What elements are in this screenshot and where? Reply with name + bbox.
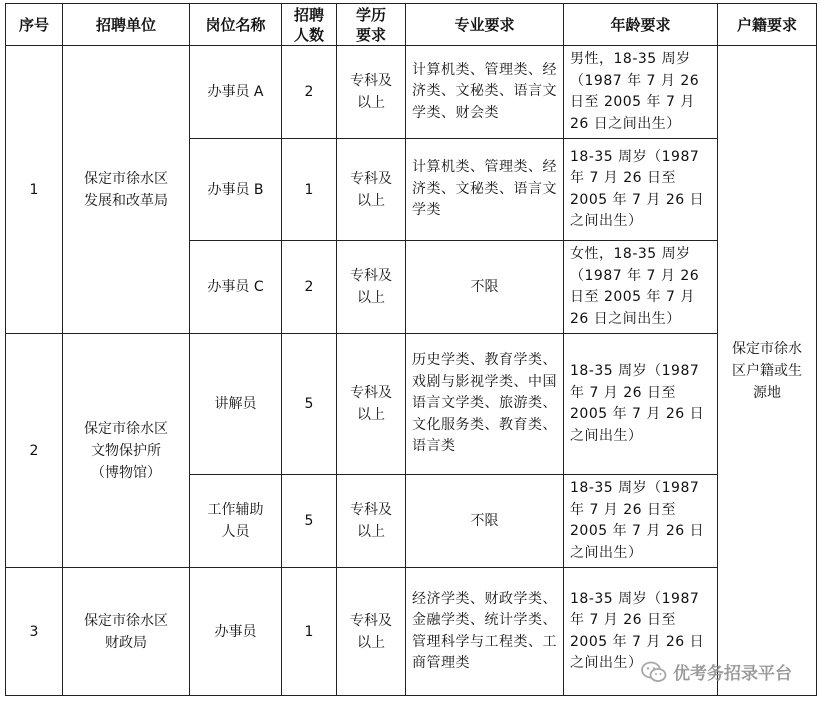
major-cell: 历史学类、教育学类、戏剧与影视学类、中国语言文学类、旅游类、文化服务类、教育类、语言类 bbox=[406, 334, 564, 475]
header-count: 招聘 人数 bbox=[282, 4, 337, 46]
wechat-icon bbox=[641, 661, 667, 683]
header-education: 学历 要求 bbox=[337, 4, 406, 46]
table-row bbox=[6, 46, 817, 139]
header-seq: 序号 bbox=[6, 4, 63, 46]
table-row bbox=[6, 334, 817, 475]
education-cell: 专科及 以上 bbox=[337, 139, 406, 241]
age-cell: 18-35 周岁（1987 年 7 月 26 日至 2005 年 7 月 26 日之间出生） bbox=[564, 334, 718, 475]
residence-cell: 保定市徐水区户籍或生源地 bbox=[718, 46, 817, 696]
header-row bbox=[6, 4, 817, 46]
position-cell: 办事员 B bbox=[190, 139, 282, 241]
age-cell: 女性，18-35 周岁（1987 年 7 月 26 日至 2005 年 7 月 26 日之间出生） bbox=[564, 241, 718, 334]
header-age: 年龄要求 bbox=[564, 4, 718, 46]
unit-cell: 保定市徐水区 发展和改革局 bbox=[63, 46, 190, 334]
major-cell: 经济学类、财政学类、金融学类、统计学类、管理科学与工程类、工商管理类 bbox=[406, 568, 564, 696]
count-cell: 2 bbox=[282, 241, 337, 334]
age-cell: 18-35 周岁（1987 年 7 月 26 日至 2005 年 7 月 26 日之间出生） bbox=[564, 139, 718, 241]
recruitment-table bbox=[5, 3, 817, 696]
age-cell: 18-35 周岁（1987 年 7 月 26 日至 2005 年 7 月 26 日之间出生） bbox=[564, 475, 718, 568]
age-cell: 男性，18-35 周岁（1987 年 7 月 26 日至 2005 年 7 月 26 日之间出生） bbox=[564, 46, 718, 139]
education-cell: 专科及 以上 bbox=[337, 46, 406, 139]
watermark bbox=[641, 659, 792, 684]
seq-cell: 2 bbox=[6, 334, 63, 568]
count-cell: 5 bbox=[282, 475, 337, 568]
position-cell: 办事员 A bbox=[190, 46, 282, 139]
unit-cell: 保定市徐水区 文物保护所 （博物馆） bbox=[63, 334, 190, 568]
major-cell: 计算机类、管理类、经济类、文秘类、语言文学类、财会类 bbox=[406, 46, 564, 139]
age-cell: 18-35 周岁（1987 年 7 月 26 日至 2005 年 7 月 26 日之间出生） bbox=[564, 568, 718, 696]
count-cell: 5 bbox=[282, 334, 337, 475]
major-cell: 不限 bbox=[406, 475, 564, 568]
watermark-text: 优考务招录平台 bbox=[673, 664, 792, 684]
header-major: 专业要求 bbox=[406, 4, 564, 46]
count-cell: 1 bbox=[282, 568, 337, 696]
education-cell: 专科及 以上 bbox=[337, 475, 406, 568]
major-cell: 不限 bbox=[406, 241, 564, 334]
count-cell: 1 bbox=[282, 139, 337, 241]
education-cell: 专科及 以上 bbox=[337, 241, 406, 334]
header-position: 岗位名称 bbox=[190, 4, 282, 46]
position-cell: 办事员 bbox=[190, 568, 282, 696]
unit-cell: 保定市徐水区 财政局 bbox=[63, 568, 190, 696]
header-residence: 户籍要求 bbox=[718, 4, 817, 46]
position-cell: 讲解员 bbox=[190, 334, 282, 475]
seq-cell: 1 bbox=[6, 46, 63, 334]
position-cell: 办事员 C bbox=[190, 241, 282, 334]
major-cell: 计算机类、管理类、经济类、文秘类、语言文学类 bbox=[406, 139, 564, 241]
education-cell: 专科及 以上 bbox=[337, 334, 406, 475]
header-unit: 招聘单位 bbox=[63, 4, 190, 46]
education-cell: 专科及 以上 bbox=[337, 568, 406, 696]
count-cell: 2 bbox=[282, 46, 337, 139]
seq-cell: 3 bbox=[6, 568, 63, 696]
position-cell: 工作辅助 人员 bbox=[190, 475, 282, 568]
